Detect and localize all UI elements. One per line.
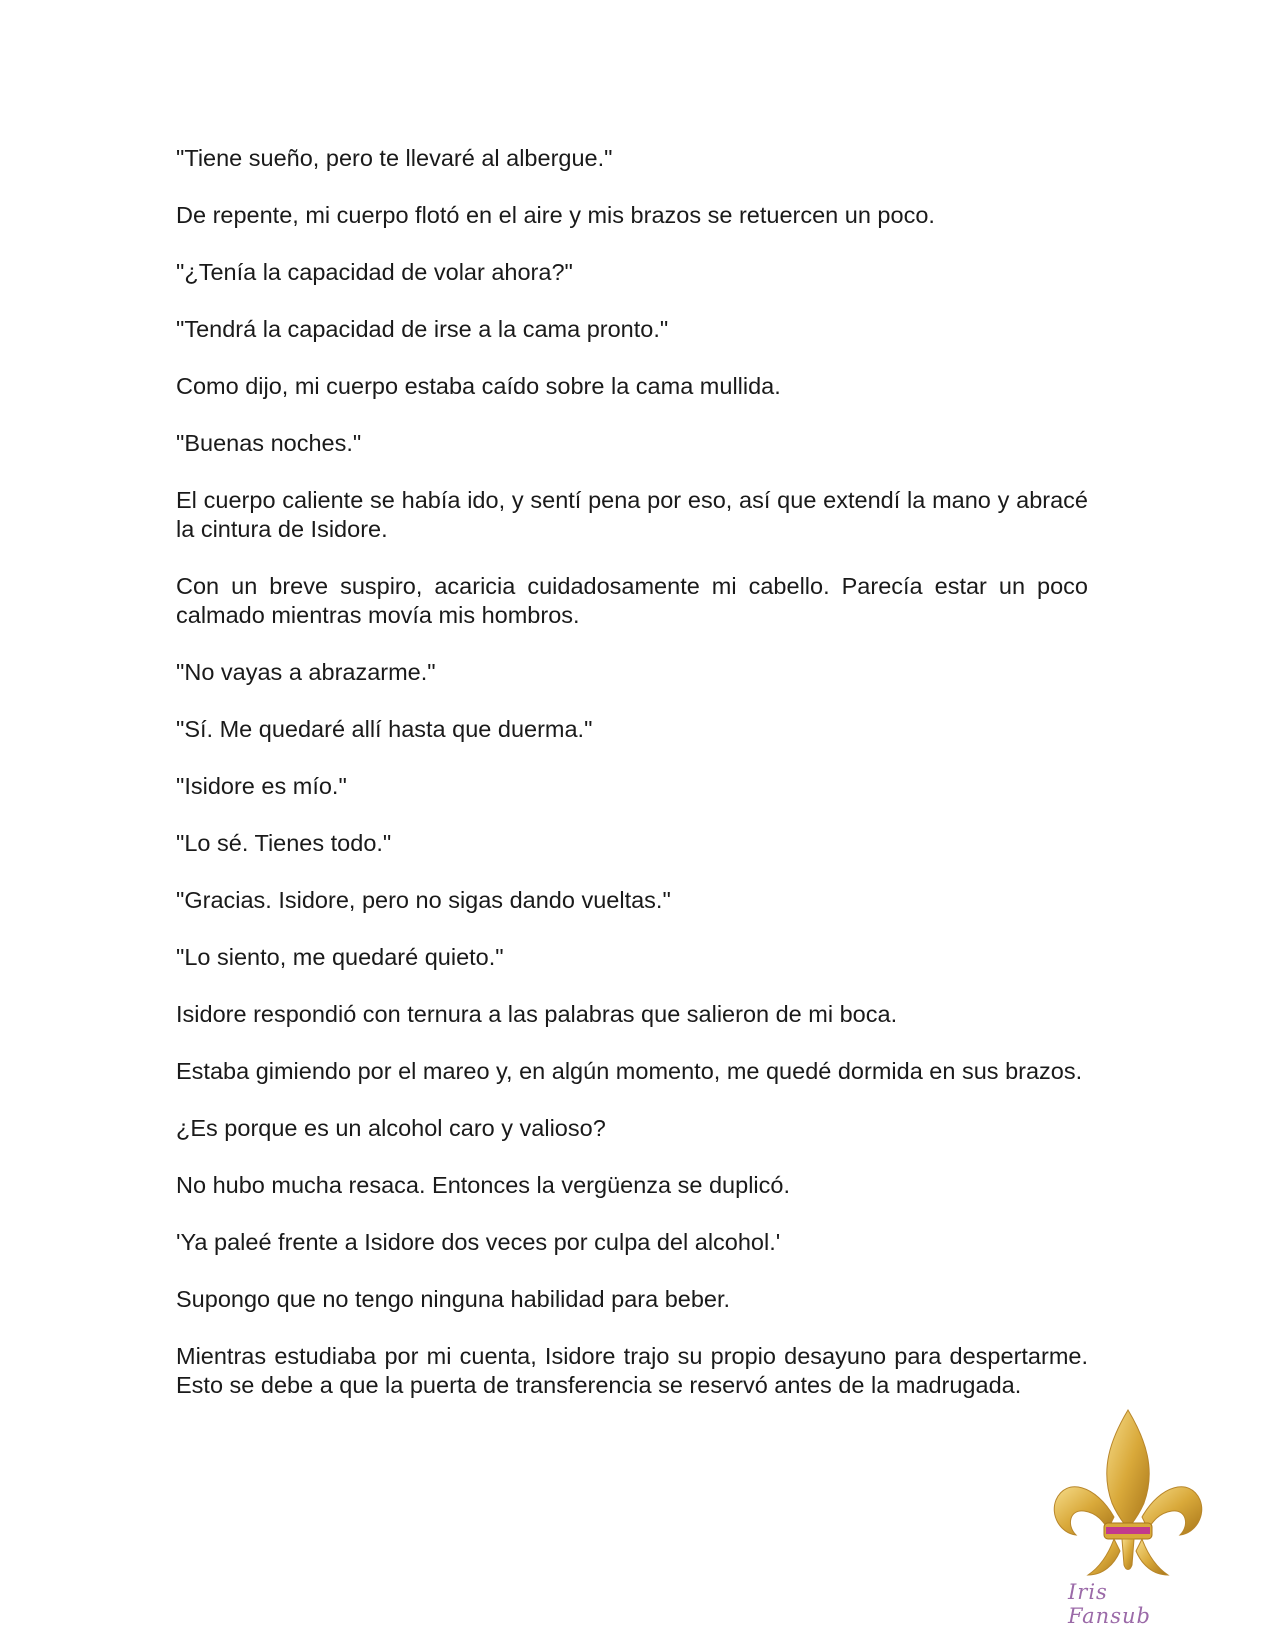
paragraph: "Lo siento, me quedaré quieto." (176, 944, 504, 970)
paragraph: Estaba gimiendo por el mareo y, en algún momento, me quedé dormida en sus brazos. (176, 1058, 1083, 1084)
paragraph: "Isidore es mío." (176, 773, 347, 799)
paragraph: Isidore respondió con ternura a las palabras que salieron de mi boca. (176, 1001, 898, 1027)
paragraph: Con un breve suspiro, acaricia cuidadosamente mi cabello. Parecía estar un poco calmado mientras movía mis hombros. (176, 573, 1088, 628)
paragraph: "Tiene sueño, pero te llevaré al albergue." (176, 145, 613, 171)
paragraph: El cuerpo caliente se había ido, y sentí pena por eso, así que extendí la mano y abracé la cintura de Isidore. (176, 487, 1088, 542)
paragraph: "Lo sé. Tienes todo." (176, 830, 392, 856)
paragraph: "Buenas noches." (176, 430, 362, 456)
paragraph: "Sí. Me quedaré allí hasta que duerma." (176, 716, 593, 742)
paragraph: ¿Es porque es un alcohol caro y valioso? (176, 1115, 606, 1141)
paragraph: Mientras estudiaba por mi cuenta, Isidore trajo su propio desayuno para despertarme. Esto se debe a que la puerta de transferencia se reservó antes de la madrugada. (176, 1343, 1088, 1398)
paragraph: "Gracias. Isidore, pero no sigas dando vueltas." (176, 887, 671, 913)
paragraph: No hubo mucha resaca. Entonces la vergüenza se duplicó. (176, 1172, 790, 1198)
paragraph: De repente, mi cuerpo flotó en el aire y mis brazos se retuercen un poco. (176, 202, 935, 228)
paragraph: Supongo que no tengo ninguna habilidad para beber. (176, 1286, 731, 1312)
paragraph: "No vayas a abrazarme." (176, 659, 436, 685)
paragraph: "¿Tenía la capacidad de volar ahora?" (176, 259, 573, 285)
fleur-de-lis-icon (1048, 1405, 1208, 1605)
paragraph: Como dijo, mi cuerpo estaba caído sobre la cama mullida. (176, 373, 781, 399)
paragraph: 'Ya paleé frente a Isidore dos veces por culpa del alcohol.' (176, 1229, 781, 1255)
document-body (176, 144, 1088, 1428)
paragraph: "Tendrá la capacidad de irse a la cama pronto." (176, 316, 669, 342)
watermark-text: Iris Fansub (1068, 1580, 1151, 1628)
